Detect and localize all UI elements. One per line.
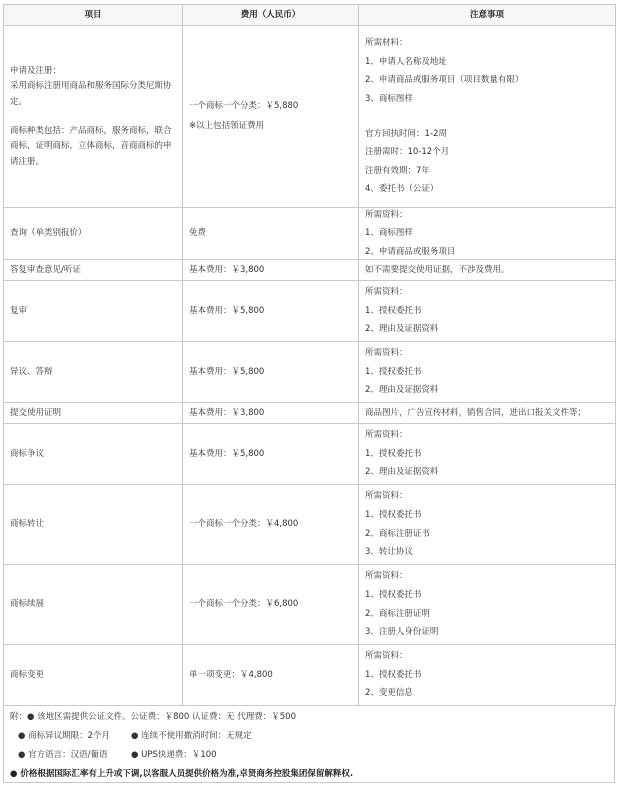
footnote-1: 附：● 该地区需提供公证文件。公证费：￥800 认证费：无 代理费：￥500 — [10, 711, 296, 722]
notes-cell-line: 1、授权委托书 — [365, 448, 422, 459]
item-cell-line: 异议、答辩 — [10, 366, 53, 377]
footnote-ups: ● UPS快递费：￥100 — [131, 749, 217, 760]
header-item: 项目 — [4, 5, 183, 26]
notes-cell-line: 1、授权委托书 — [365, 305, 422, 316]
notes-cell — [359, 485, 616, 565]
notes-cell-line: 2、商标注册证明 — [365, 608, 430, 619]
item-cell — [4, 26, 183, 208]
item-cell — [4, 281, 183, 342]
table-row — [4, 424, 616, 485]
item-cell-line: 采用商标注册用商品和服务国际分类尼斯协 — [10, 81, 172, 92]
notes-cell-line: 3、注册人身份证明 — [365, 627, 439, 638]
notes-cell-line: 3、商标图样 — [365, 93, 413, 104]
notes-cell-line: 4、委托书（公证） — [365, 184, 439, 195]
footnote-objection: ● 商标异议期限：2个月 — [18, 730, 111, 741]
item-cell — [4, 403, 183, 424]
notes-cell-line: 2、申请商品或服务项目 — [365, 246, 456, 257]
footnotes — [3, 706, 615, 783]
item-cell-line: 商标变更 — [10, 669, 45, 680]
item-cell — [4, 342, 183, 403]
table-row — [4, 342, 616, 403]
fee-cell — [183, 565, 359, 645]
notes-cell — [359, 208, 616, 260]
fee-cell — [183, 281, 359, 342]
fee-cell-line: 免费 — [189, 228, 207, 239]
notes-cell — [359, 260, 616, 281]
notes-cell-line: 2、申请商品或服务项目（项目数量有限） — [365, 75, 524, 86]
item-cell — [4, 645, 183, 706]
table-row — [4, 260, 616, 281]
item-cell-line: 商标转让 — [10, 519, 45, 530]
notes-cell-line: 注册需时：10-12个月 — [365, 147, 450, 158]
notes-cell-line: 所需资料： — [365, 209, 408, 220]
item-cell — [4, 485, 183, 565]
notes-cell-line: 1、授权委托书 — [365, 589, 422, 600]
item-cell-line: 商标争议 — [10, 448, 45, 459]
table-row — [4, 485, 616, 565]
notes-cell-line — [365, 113, 609, 121]
fee-cell-line: 一个商标一个分类：￥4,800 — [189, 519, 299, 530]
notes-cell-line: 2、理由及证据资料 — [365, 324, 439, 335]
fee-cell-line: 单一项变更：￥4,800 — [189, 669, 273, 680]
fee-cell-line: 一个商标一个分类：￥6,800 — [189, 599, 299, 610]
table-row — [4, 26, 616, 208]
notes-cell-line: 所需资料： — [365, 491, 408, 502]
notes-cell-line: 所需资料： — [365, 287, 408, 298]
footnote-disclaimer: ● 价格根据国际汇率有上升或下调,以客服人员提供价格为准,卓贤商务控股集团保留解释权. — [10, 768, 354, 779]
notes-cell-line: 官方回执时间：1-2周 — [365, 128, 447, 139]
notes-cell-line: 所需资料： — [365, 430, 408, 441]
notes-cell-line: 商品图片，广告宣传材料，销售合同，进出口报关文件等； — [365, 407, 587, 418]
item-cell — [4, 260, 183, 281]
notes-cell-line: 注册有效期：7年 — [365, 165, 430, 176]
fee-cell-line: 基本费用：￥5,800 — [189, 448, 265, 459]
fee-cell — [183, 208, 359, 260]
notes-cell-line: 1、申请人名称及地址 — [365, 56, 447, 67]
table-row — [4, 645, 616, 706]
notes-cell-line: 如不需要提交使用证据，不涉及费用。 — [365, 264, 510, 275]
notes-cell — [359, 424, 616, 485]
fee-cell — [183, 342, 359, 403]
notes-cell-line: 2、理由及证据资料 — [365, 385, 439, 396]
item-cell-line: 商标续展 — [10, 599, 45, 610]
notes-cell-line: 所需资料： — [365, 348, 408, 359]
fee-cell — [183, 260, 359, 281]
fee-schedule — [3, 4, 615, 783]
fee-cell — [183, 424, 359, 485]
item-cell — [4, 208, 183, 260]
notes-cell-line: 所需资料： — [365, 651, 408, 662]
fee-cell-line: 基本费用：￥5,800 — [189, 305, 265, 316]
notes-cell — [359, 26, 616, 208]
footnote-nonuse: ● 连续不使用撤消时间：无规定 — [131, 730, 252, 741]
header-row — [4, 5, 616, 26]
item-cell-line: 申请及注册： — [10, 65, 62, 76]
item-cell-line — [10, 113, 176, 121]
notes-cell — [359, 281, 616, 342]
notes-cell-line: 1、授权委托书 — [365, 509, 422, 520]
fee-cell-line: 基本费用：￥3,800 — [189, 407, 265, 418]
notes-cell — [359, 645, 616, 706]
header-fee: 费用（人民币） — [183, 5, 359, 26]
fee-cell-line: 一个商标一个分类：￥5,880 — [189, 101, 299, 112]
fee-cell — [183, 485, 359, 565]
notes-cell-line: 1、商标图样 — [365, 228, 413, 239]
footnote-language: ● 官方语言：汉语/葡语 — [18, 749, 108, 760]
notes-cell — [359, 403, 616, 424]
item-cell-line: 请注册。 — [10, 156, 45, 167]
notes-cell-line: 1、授权委托书 — [365, 366, 422, 377]
notes-cell-line: 2、变更信息 — [365, 688, 413, 699]
fee-cell-line: 基本费用：￥5,800 — [189, 366, 265, 377]
fee-cell — [183, 26, 359, 208]
notes-cell-line: 3、转让协议 — [365, 547, 413, 558]
notes-cell-line: 所需资料： — [365, 571, 408, 582]
notes-cell-line: 2、商标注册证书 — [365, 528, 430, 539]
fee-cell-line: 基本费用：￥3,800 — [189, 264, 265, 275]
item-cell-line: 查询（单类别报价） — [10, 228, 87, 239]
fee-cell-line: ※以上包括领证费用 — [189, 121, 265, 131]
header-notes: 注意事项 — [359, 5, 616, 26]
footnote-3 — [10, 744, 608, 763]
notes-cell-line: 所需材料： — [365, 38, 408, 48]
item-cell-line: 定。 — [10, 96, 28, 107]
item-cell-line: 商标，证明商标，立体商标，音商商标的申 — [10, 141, 172, 152]
item-cell-line: 商标种类包括：产品商标，服务商标，联合 — [10, 125, 172, 136]
notes-cell-line: 2、理由及证据资料 — [365, 467, 439, 478]
footnote-2 — [10, 725, 608, 744]
table-row — [4, 281, 616, 342]
notes-cell — [359, 342, 616, 403]
fee-table — [3, 4, 616, 706]
table-row — [4, 565, 616, 645]
table-row — [4, 403, 616, 424]
notes-cell — [359, 565, 616, 645]
item-cell-line: 答复审查意见/听证 — [10, 264, 81, 275]
item-cell-line: 提交使用证明 — [10, 407, 62, 418]
notes-cell-line: 1、授权委托书 — [365, 669, 422, 680]
table-row — [4, 208, 616, 260]
item-cell-line: 复审 — [10, 305, 28, 316]
fee-cell — [183, 403, 359, 424]
item-cell — [4, 565, 183, 645]
fee-cell — [183, 645, 359, 706]
item-cell — [4, 424, 183, 485]
